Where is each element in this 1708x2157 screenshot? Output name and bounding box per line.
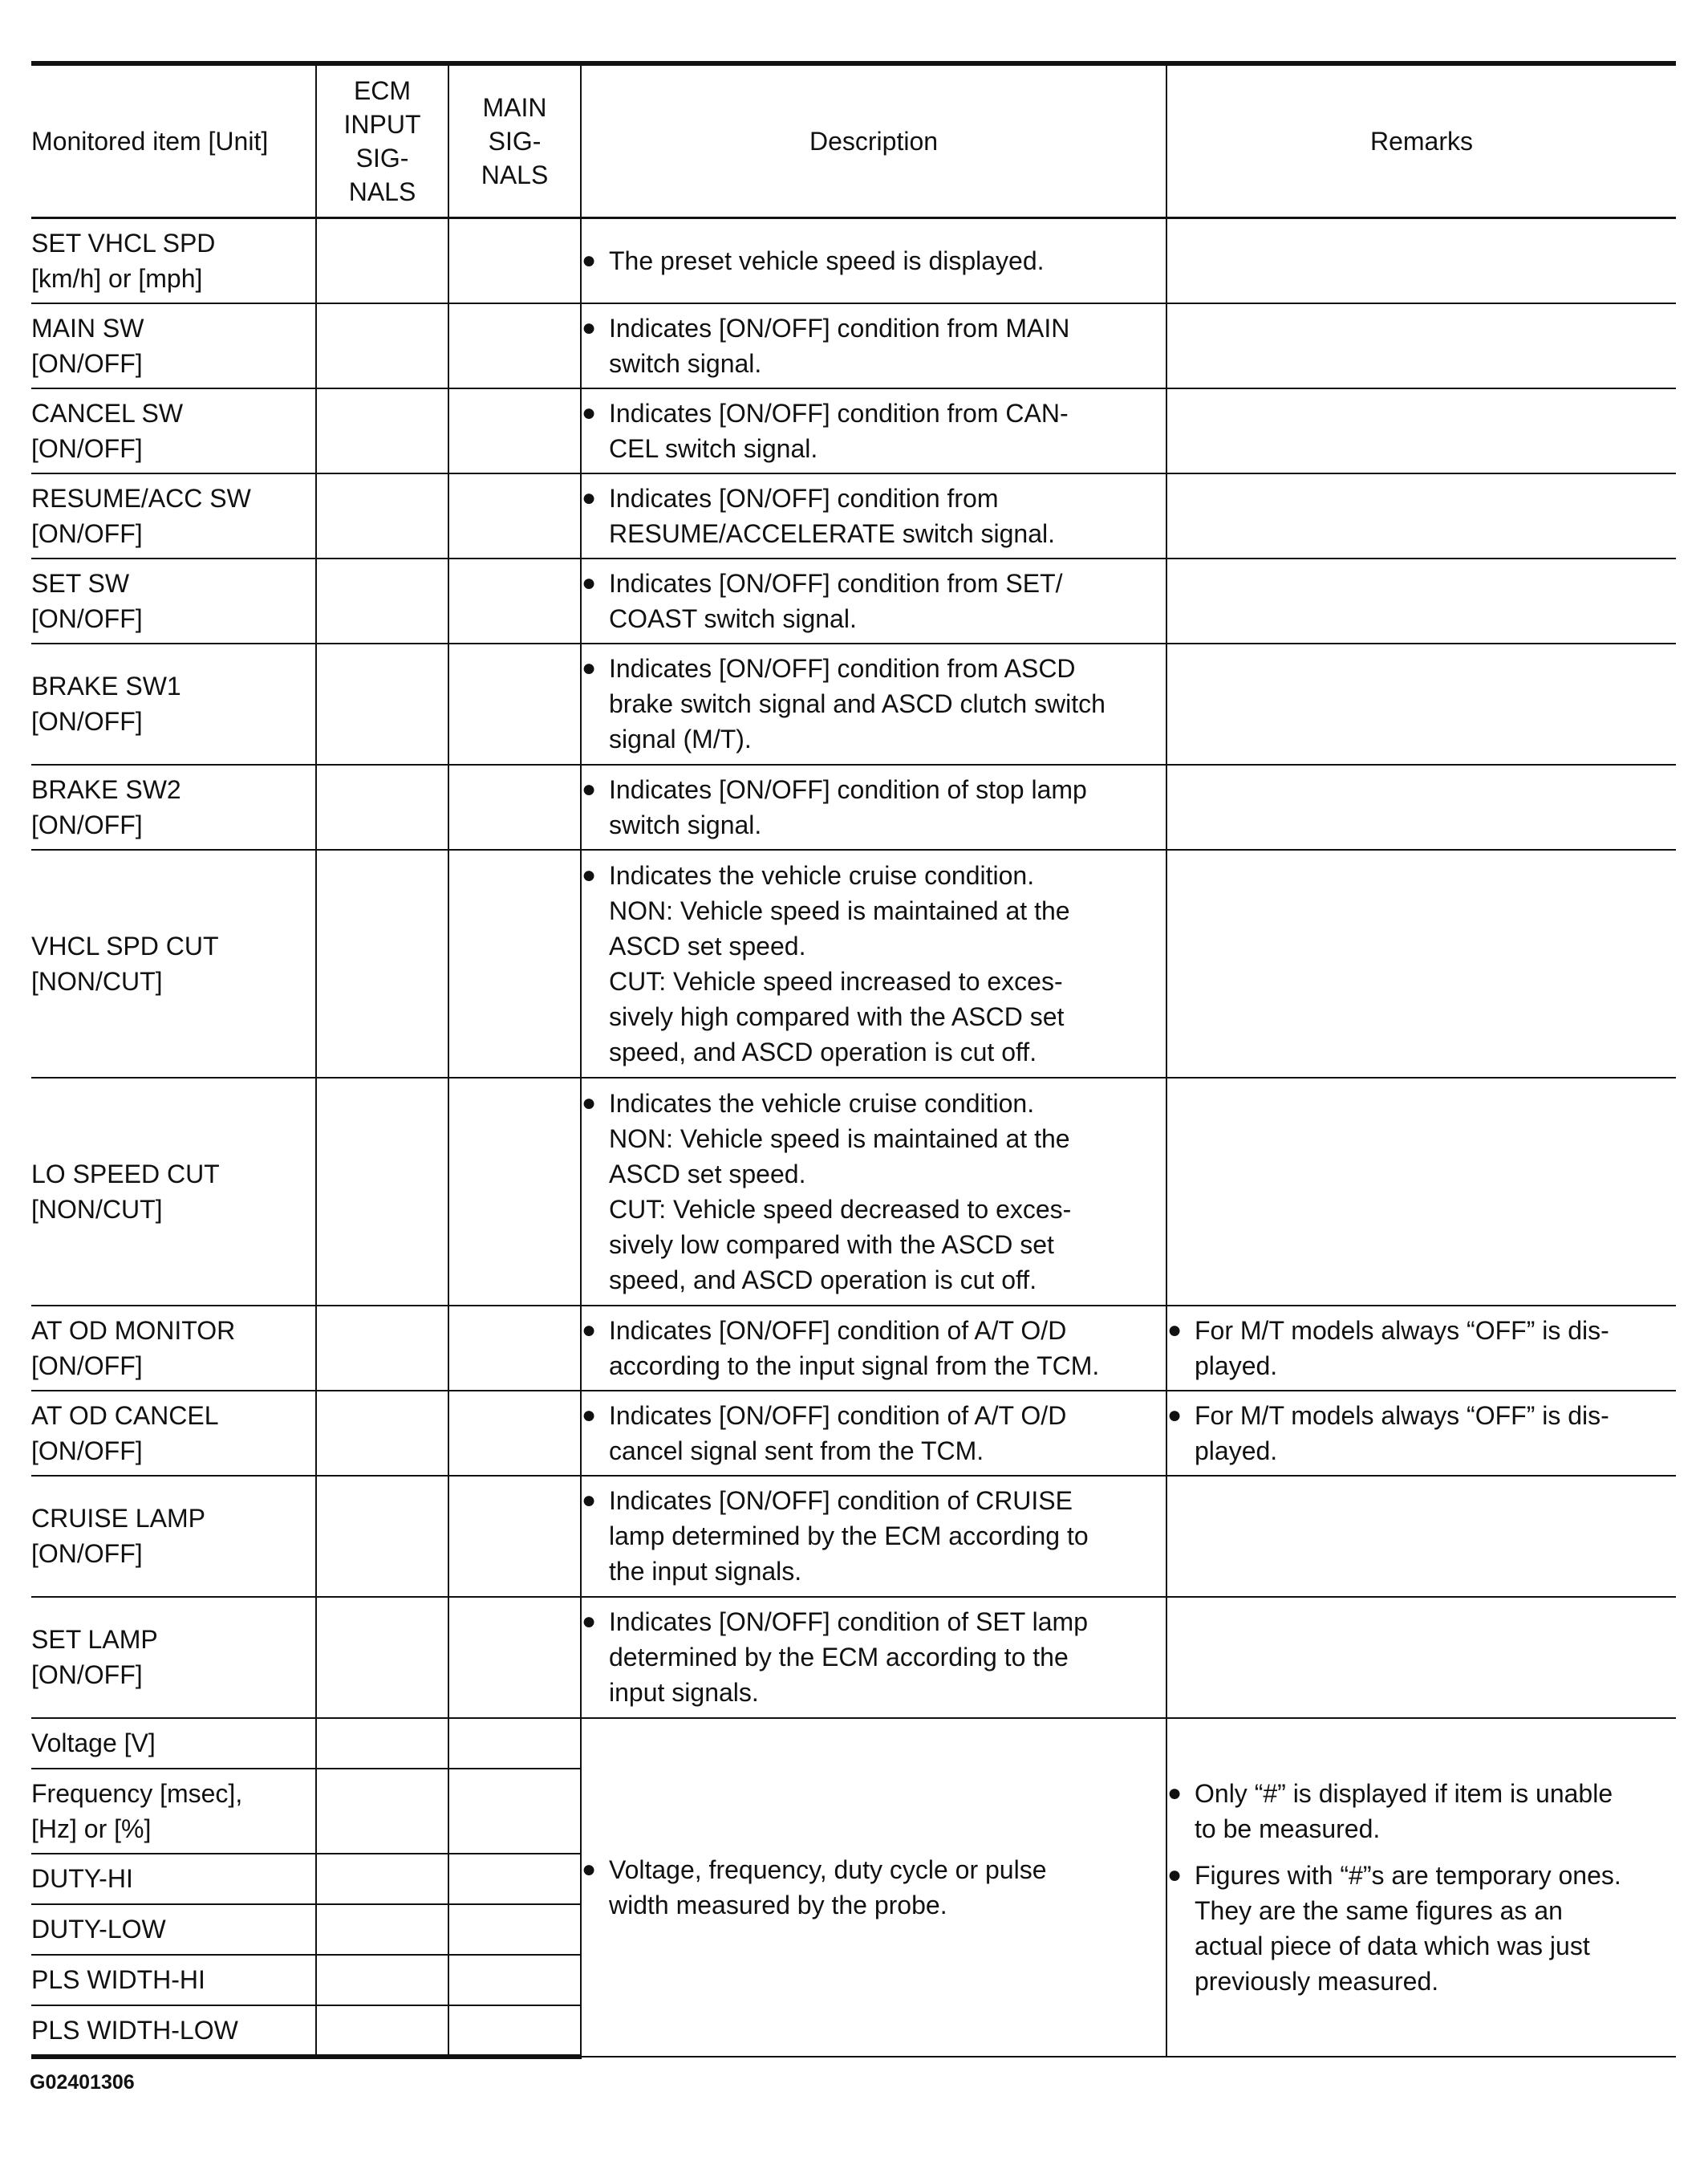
bullet-text: Voltage, frequency, duty cycle or pulse width measured by the probe.	[609, 1854, 1047, 1919]
monitored-item-cell: SET VHCL SPD [km/h] or [mph]	[31, 218, 316, 303]
monitored-item-cell: MAIN SW [ON/OFF]	[31, 303, 316, 388]
ecm-input-signals-cell	[316, 473, 448, 559]
ecm-input-signals-cell	[316, 218, 448, 303]
description-list	[582, 1313, 1166, 1383]
description-list	[582, 772, 1166, 843]
main-signals-cell	[448, 1391, 581, 1476]
header-remarks: Remarks	[1166, 63, 1676, 218]
monitored-item-cell: SET LAMP [ON/OFF]	[31, 1597, 316, 1718]
table-row	[31, 1306, 1676, 1391]
monitored-item-cell: AT OD CANCEL [ON/OFF]	[31, 1391, 316, 1476]
bullet-item	[582, 1398, 1166, 1468]
description-list	[582, 1086, 1166, 1298]
header-monitored-item: Monitored item [Unit]	[31, 63, 316, 218]
ecm-input-signals-cell	[316, 2005, 448, 2057]
main-signals-cell	[448, 303, 581, 388]
bullet-text: Indicates [ON/OFF] condition of A/T O/D cancel signal sent from the TCM.	[609, 1400, 1067, 1465]
bullet-text: Indicates [ON/OFF] condition of A/T O/D according to the input signal from the TCM.	[609, 1315, 1100, 1380]
remarks-cell	[1166, 559, 1676, 644]
main-signals-cell	[448, 1078, 581, 1306]
bullet-icon: ●	[1167, 1401, 1183, 1428]
bullet-text: Indicates [ON/OFF] condition from ASCD brake switch signal and ASCD clutch switch signal (M/T).	[609, 654, 1106, 754]
monitored-item-cell: RESUME/ACC SW [ON/OFF]	[31, 473, 316, 559]
header-description: Description	[581, 63, 1166, 218]
description-cell	[581, 765, 1166, 850]
bullet-icon: ●	[582, 484, 597, 511]
bullet-text: Indicates the vehicle cruise condition. NON: Vehicle speed is maintained at the ASCD set speed. CUT: Vehicle speed increased to exces- sively high compared with the ASCD set speed, and ASCD operation is cut off.	[609, 860, 1070, 1066]
ecm-input-signals-cell	[316, 1955, 448, 2005]
monitored-item-cell: Frequency [msec], [Hz] or [%]	[31, 1769, 316, 1854]
description-list	[582, 481, 1166, 551]
description-cell	[581, 388, 1166, 473]
description-list	[582, 243, 1166, 278]
ecm-input-signals-cell	[316, 1597, 448, 1718]
bullet-text: Indicates [ON/OFF] condition from MAIN switch signal.	[609, 313, 1070, 378]
table-row	[31, 1391, 1676, 1476]
table-row	[31, 303, 1676, 388]
description-cell	[581, 1597, 1166, 1718]
bullet-text: The preset vehicle speed is displayed.	[609, 246, 1045, 275]
table-row	[31, 218, 1676, 303]
ecm-input-signals-cell	[316, 1391, 448, 1476]
description-cell	[581, 1391, 1166, 1476]
remarks-cell	[1166, 1476, 1676, 1597]
description-list	[582, 396, 1166, 466]
monitored-item-cell: VHCL SPD CUT [NON/CUT]	[31, 850, 316, 1078]
remarks-cell	[1166, 388, 1676, 473]
table-row	[31, 388, 1676, 473]
bullet-item	[1167, 1858, 1676, 1999]
bullet-item	[582, 1086, 1166, 1298]
description-list	[582, 566, 1166, 636]
bullet-item	[582, 1852, 1166, 1923]
monitored-item-cell: AT OD MONITOR [ON/OFF]	[31, 1306, 316, 1391]
main-signals-cell	[448, 388, 581, 473]
bullet-text: Indicates [ON/OFF] condition of stop lamp switch signal.	[609, 774, 1087, 839]
bullet-text: Figures with “#”s are temporary ones. They are the same figures as an actual piece of data which was just previously measured.	[1195, 1860, 1621, 1996]
description-cell	[581, 303, 1166, 388]
table-header-row	[31, 63, 1676, 218]
bullet-icon: ●	[582, 1487, 597, 1513]
header-ecm-input-signals: ECM INPUT SIG- NALS	[316, 63, 448, 218]
ecm-input-signals-cell	[316, 765, 448, 850]
description-list	[582, 1483, 1166, 1589]
description-cell	[581, 559, 1166, 644]
main-signals-cell	[448, 1306, 581, 1391]
monitored-item-cell: DUTY-HI	[31, 1854, 316, 1904]
bullet-text: Only “#” is displayed if item is unable to be measured.	[1195, 1778, 1613, 1843]
monitored-item-cell: LO SPEED CUT [NON/CUT]	[31, 1078, 316, 1306]
remarks-cell	[1166, 218, 1676, 303]
bullet-text: Indicates [ON/OFF] condition from CAN- CEL switch signal.	[609, 398, 1069, 463]
bullet-icon: ●	[582, 314, 597, 341]
monitored-item-cell: PLS WIDTH-LOW	[31, 2005, 316, 2057]
bullet-icon: ●	[582, 1608, 597, 1635]
ecm-input-signals-cell	[316, 1078, 448, 1306]
remarks-cell	[1166, 765, 1676, 850]
bullet-item	[582, 1483, 1166, 1589]
bullet-text: For M/T models always “OFF” is dis- played.	[1195, 1315, 1609, 1380]
bullet-text: Indicates [ON/OFF] condition from SET/ COAST switch signal.	[609, 568, 1063, 633]
main-signals-cell	[448, 1904, 581, 1955]
remarks-cell	[1166, 850, 1676, 1078]
remarks-cell	[1166, 1718, 1676, 2057]
ecm-input-signals-cell	[316, 1904, 448, 1955]
table-row	[31, 473, 1676, 559]
main-signals-cell	[448, 850, 581, 1078]
main-signals-cell	[448, 1718, 581, 1769]
bullet-icon: ●	[582, 861, 597, 888]
table-body	[31, 218, 1676, 2057]
bullet-item	[582, 311, 1166, 381]
bullet-item	[1167, 1776, 1676, 1846]
description-cell	[581, 1306, 1166, 1391]
remarks-cell	[1166, 1391, 1676, 1476]
main-signals-cell	[448, 765, 581, 850]
description-list	[582, 1398, 1166, 1468]
description-list	[582, 311, 1166, 381]
bullet-icon: ●	[582, 569, 597, 596]
description-list	[582, 651, 1166, 757]
bullet-icon: ●	[582, 1401, 597, 1428]
bullet-icon: ●	[1167, 1861, 1183, 1888]
monitored-item-cell: PLS WIDTH-HI	[31, 1955, 316, 2005]
ecm-input-signals-cell	[316, 1769, 448, 1854]
bullet-item	[1167, 1313, 1676, 1383]
table-row	[31, 850, 1676, 1078]
bullet-icon: ●	[582, 1089, 597, 1116]
monitored-item-cell: CANCEL SW [ON/OFF]	[31, 388, 316, 473]
table-row	[31, 765, 1676, 850]
remarks-cell	[1166, 303, 1676, 388]
remarks-list	[1167, 1398, 1676, 1468]
main-signals-cell	[448, 1854, 581, 1904]
remarks-cell	[1166, 1597, 1676, 1718]
main-signals-cell	[448, 2005, 581, 2057]
description-list	[582, 1604, 1166, 1710]
monitored-item-cell: Voltage [V]	[31, 1718, 316, 1769]
description-cell	[581, 218, 1166, 303]
bullet-icon: ●	[1167, 1779, 1183, 1806]
bullet-text: Indicates the vehicle cruise condition. NON: Vehicle speed is maintained at the ASCD set speed. CUT: Vehicle speed decreased to exces- sively low compared with the ASCD set speed, and ASCD operation is cut off.	[609, 1088, 1072, 1294]
bullet-icon: ●	[582, 246, 597, 274]
ecm-input-signals-cell	[316, 1476, 448, 1597]
remarks-list	[1167, 1313, 1676, 1383]
description-list	[582, 1852, 1166, 1923]
bullet-icon: ●	[582, 399, 597, 426]
bullet-text: Indicates [ON/OFF] condition from RESUME/ACCELERATE switch signal.	[609, 483, 1055, 548]
remarks-cell	[1166, 644, 1676, 765]
bullet-icon: ●	[582, 1855, 597, 1883]
main-signals-cell	[448, 559, 581, 644]
remarks-cell	[1166, 1306, 1676, 1391]
table-row	[31, 1597, 1676, 1718]
description-cell	[581, 473, 1166, 559]
main-signals-cell	[448, 473, 581, 559]
description-cell	[581, 850, 1166, 1078]
description-cell	[581, 1718, 1166, 2057]
bullet-item	[582, 772, 1166, 843]
main-signals-cell	[448, 1769, 581, 1854]
remarks-list	[1167, 1776, 1676, 1999]
table-row	[31, 1476, 1676, 1597]
table-row-probe	[31, 1718, 1676, 1769]
bullet-item	[582, 1604, 1166, 1710]
description-cell	[581, 1078, 1166, 1306]
main-signals-cell	[448, 644, 581, 765]
description-cell	[581, 644, 1166, 765]
bullet-item	[582, 651, 1166, 757]
bullet-item	[582, 1313, 1166, 1383]
ecm-input-signals-cell	[316, 1306, 448, 1391]
monitored-item-cell: DUTY-LOW	[31, 1904, 316, 1955]
monitored-item-cell: CRUISE LAMP [ON/OFF]	[31, 1476, 316, 1597]
bullet-item	[582, 566, 1166, 636]
bullet-item	[582, 243, 1166, 278]
ecm-input-signals-cell	[316, 644, 448, 765]
monitored-item-cell: BRAKE SW2 [ON/OFF]	[31, 765, 316, 850]
bullet-icon: ●	[582, 655, 597, 681]
remarks-cell	[1166, 1078, 1676, 1306]
header-main-signals: MAIN SIG- NALS	[448, 63, 581, 218]
bullet-text: Indicates [ON/OFF] condition of SET lamp determined by the ECM according to the input signals.	[609, 1607, 1088, 1707]
bullet-icon: ●	[1167, 1316, 1183, 1343]
monitored-items-table	[31, 61, 1676, 2059]
bullet-icon: ●	[582, 775, 597, 802]
bullet-item	[582, 858, 1166, 1070]
ecm-input-signals-cell	[316, 1718, 448, 1769]
monitored-item-cell: SET SW [ON/OFF]	[31, 559, 316, 644]
ecm-input-signals-cell	[316, 1854, 448, 1904]
main-signals-cell	[448, 1476, 581, 1597]
monitored-item-cell: BRAKE SW1 [ON/OFF]	[31, 644, 316, 765]
description-list	[582, 858, 1166, 1070]
bullet-text: For M/T models always “OFF” is dis- played.	[1195, 1400, 1609, 1465]
main-signals-cell	[448, 1597, 581, 1718]
table-row	[31, 559, 1676, 644]
ecm-input-signals-cell	[316, 850, 448, 1078]
bullet-item	[582, 396, 1166, 466]
ecm-input-signals-cell	[316, 388, 448, 473]
figure-code: G02401306	[30, 2071, 135, 2094]
table-row	[31, 644, 1676, 765]
bullet-text: Indicates [ON/OFF] condition of CRUISE lamp determined by the ECM according to the input signals.	[609, 1486, 1089, 1586]
description-cell	[581, 1476, 1166, 1597]
bullet-item	[582, 481, 1166, 551]
ecm-input-signals-cell	[316, 559, 448, 644]
bullet-icon: ●	[582, 1316, 597, 1343]
bullet-item	[1167, 1398, 1676, 1468]
table-row	[31, 1078, 1676, 1306]
main-signals-cell	[448, 1955, 581, 2005]
remarks-cell	[1166, 473, 1676, 559]
ecm-input-signals-cell	[316, 303, 448, 388]
main-signals-cell	[448, 218, 581, 303]
